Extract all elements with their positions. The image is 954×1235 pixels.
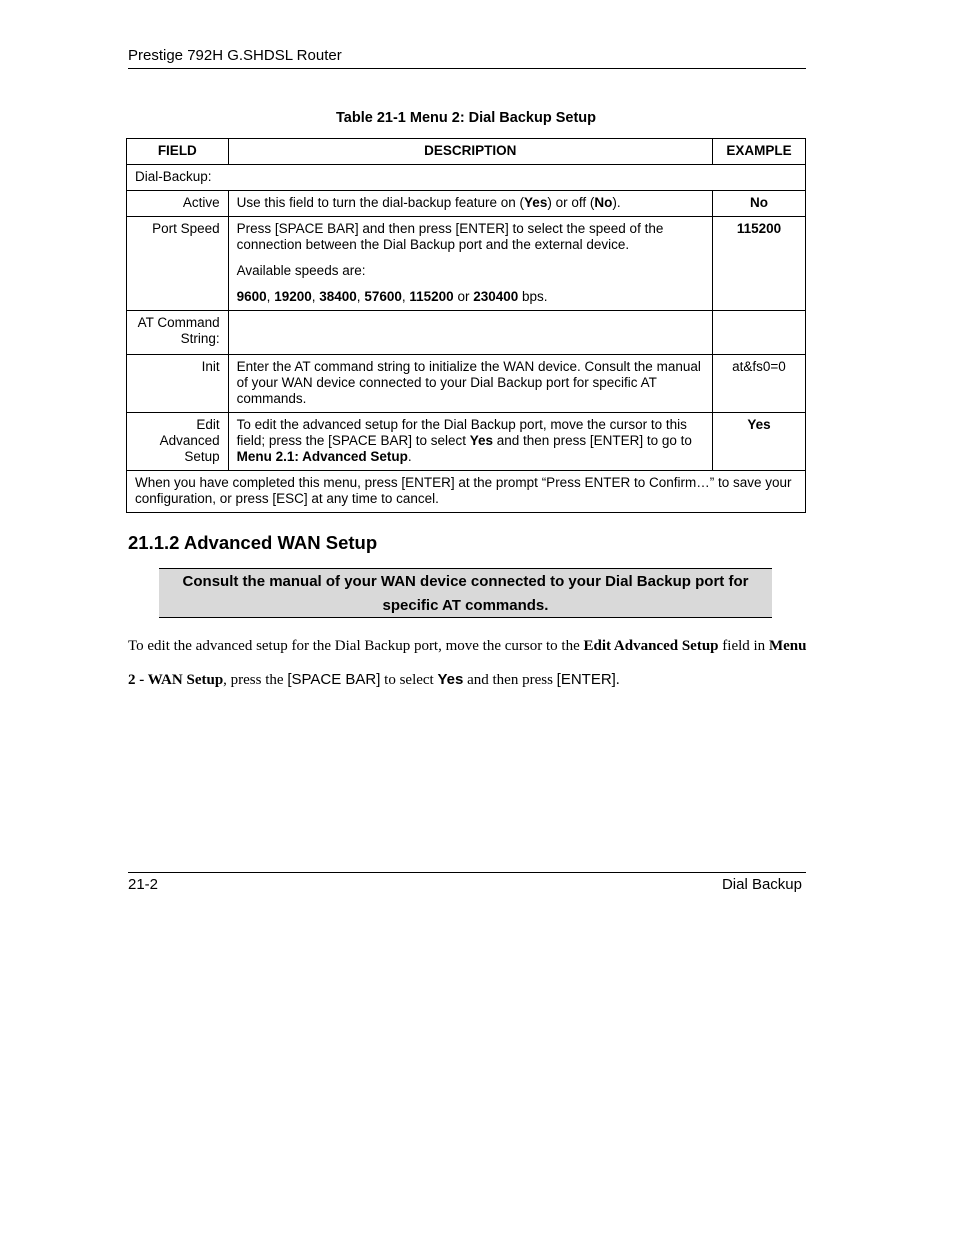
table-row-edit-advanced — [127, 413, 806, 471]
field-at-command: AT Command String: — [127, 311, 229, 355]
table-row-port-speed — [127, 217, 806, 311]
desc-port-speed: Press [SPACE BAR] and then press [ENTER] to select the speed of the connection between the Dial Backup port and the external device. Available speeds are: 9600, 19200, 38400, 57600, 115200 or 230400 bps. — [228, 217, 712, 311]
section-heading: 21.1.2 Advanced WAN Setup — [128, 532, 378, 553]
field-edit-advanced: Edit Advanced Setup — [127, 413, 229, 471]
chapter-name: Dial Backup — [721, 876, 802, 893]
dial-backup-label: Dial-Backup: — [127, 165, 806, 191]
table-row-active — [127, 191, 806, 217]
field-init: Init — [127, 355, 229, 413]
example-port-speed: 115200 — [713, 217, 806, 311]
desc-init: Enter the AT command string to initialize the WAN device. Consult the manual of your WAN device connected to your Dial Backup port for specific AT commands. — [228, 355, 712, 413]
header-example: EXAMPLE — [713, 139, 806, 165]
body-paragraph: To edit the advanced setup for the Dial Backup port, move the cursor to the Edit Advanced Setup field in Menu 2 - WAN Setup, press the [SPACE BAR] to select Yes and then press [ENTER]. — [128, 638, 807, 688]
example-edit-advanced: Yes — [713, 413, 806, 471]
header-field: FIELD — [127, 139, 229, 165]
desc-at-command — [228, 311, 712, 355]
page-footer — [128, 872, 806, 893]
dial-backup-setup-table — [126, 138, 806, 513]
page-number: 21-2 — [128, 876, 159, 893]
header-description: DESCRIPTION — [228, 139, 712, 165]
table-row-init — [127, 355, 806, 413]
example-active: No — [713, 191, 806, 217]
note-box — [159, 568, 772, 618]
desc-active: Use this field to turn the dial-backup feature on (Yes) or off (No). — [228, 191, 712, 217]
page-header — [128, 47, 806, 69]
table-row-dial-backup — [127, 165, 806, 191]
field-port-speed: Port Speed — [127, 217, 229, 311]
note-text: Consult the manual of your WAN device connected to your Dial Backup port for specific AT commands. — [182, 573, 749, 614]
table-header-row — [127, 139, 806, 165]
example-init: at&fs0=0 — [713, 355, 806, 413]
header-title: Prestige 792H G.SHDSL Router — [128, 47, 342, 64]
table-row-footer-note — [127, 471, 806, 513]
table-footer-note: When you have completed this menu, press [ENTER] at the prompt “Press ENTER to Confirm…” to save your configuration, or press [ESC] at any time to cancel. — [127, 471, 806, 513]
field-active: Active — [127, 191, 229, 217]
example-at-command — [713, 311, 806, 355]
table-caption: Table 21-1 Menu 2: Dial Backup Setup — [336, 110, 596, 126]
desc-edit-advanced: To edit the advanced setup for the Dial Backup port, move the cursor to this field; press the [SPACE BAR] to select Yes and then press [ENTER] to go to Menu 2.1: Advanced Setup. — [228, 413, 712, 471]
table-row-at-command — [127, 311, 806, 355]
